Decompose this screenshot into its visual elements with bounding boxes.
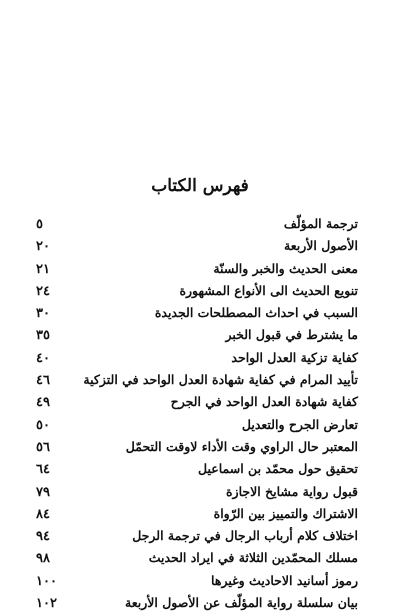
toc-entry [36, 302, 358, 324]
toc-entry [36, 436, 358, 458]
toc-entry-page-number: ٢٠ [36, 239, 50, 255]
toc-entry-title: كفاية تزكية العدل الواحد [231, 349, 358, 365]
toc-entry-page-number: ٩٤ [36, 529, 50, 545]
toc-entry-title: اختلاف كلام أرباب الرجال في ترجمة الرجل [132, 528, 358, 544]
toc-entry-title: تعارض الجرح والتعديل [241, 416, 358, 432]
toc-entry-title: الاشتراك والتمييز بين الرّواة [213, 505, 358, 521]
toc-entry [36, 481, 358, 503]
toc-entry [36, 525, 358, 547]
toc-entry-page-number: ٤٠ [36, 350, 50, 366]
toc-entry-page-number: ٧٩ [36, 484, 50, 500]
toc-entry [36, 258, 358, 280]
toc-entry-title: معنى الحديث والخبر والسنّة [213, 260, 358, 276]
toc-entry [36, 213, 358, 235]
toc-entry-title: قبول رواية مشايخ الاجازة [226, 483, 358, 499]
toc-entry-title: رموز أسانيد الاحاديث وغيرها [211, 572, 358, 588]
toc-entry-page-number: ٢١ [36, 261, 50, 277]
toc-entry-title: المعتبر حال الراوي وقت الأداء لاوقت التحمّل [125, 438, 358, 454]
page-title: فهرس الكتاب [151, 176, 249, 196]
toc-entry [36, 324, 358, 346]
toc-entry-page-number: ٣٠ [36, 306, 50, 322]
toc-entry-title: الأصول الأربعة [284, 238, 358, 254]
toc-entry [36, 570, 358, 592]
toc-entry-page-number: ٢٤ [36, 283, 50, 299]
toc-entry-page-number: ١٠٢ [36, 596, 57, 612]
toc-entry-page-number: ٤٦ [36, 373, 50, 389]
toc-entry [36, 458, 358, 480]
toc-entry [36, 414, 358, 436]
toc-entry-page-number: ٥ [36, 217, 43, 232]
toc-entry-title: ترجمة المؤلّف [283, 216, 358, 231]
toc-entry-title: تحقيق حول محمّد بن اسماعيل [198, 461, 358, 477]
toc-entry [36, 369, 358, 391]
toc-entry-page-number: ٣٥ [36, 328, 50, 344]
toc-entry [36, 235, 358, 257]
toc-entry [36, 503, 358, 525]
toc-entry-title: كفاية شهادة العدل الواحد في الجرح [170, 394, 358, 410]
toc-entry [36, 347, 358, 369]
toc-entry [36, 280, 358, 302]
toc-entry-page-number: ٦٤ [36, 462, 50, 478]
toc-entry [36, 547, 358, 569]
table-of-contents [36, 213, 358, 614]
toc-entry-title: تأييد المرام في كفاية شهادة العدل الواحد في التزكية [83, 372, 358, 388]
toc-entry [36, 391, 358, 413]
toc-entry-title: السبب في احداث المصطلحات الجديدة [154, 305, 358, 321]
toc-entry-page-number: ٥٠ [36, 417, 50, 433]
toc-entry-page-number: ١٠٠ [36, 573, 57, 589]
toc-entry-page-number: ٨٤ [36, 506, 50, 522]
toc-entry-title: مسلك المحمّدين الثلاثة في ايراد الحديث [148, 550, 358, 566]
toc-entry-title: بيان سلسلة رواية المؤلّف عن الأصول الأربعة [125, 595, 358, 611]
toc-entry-title: ما يشترط في قبول الخبر [225, 327, 358, 343]
toc-entry-page-number: ٤٩ [36, 395, 50, 411]
toc-entry-page-number: ٥٦ [36, 439, 50, 455]
toc-entry [36, 592, 358, 614]
toc-entry-page-number: ٩٨ [36, 551, 50, 567]
toc-entry-title: تنويع الحديث الى الأنواع المشهورة [179, 282, 358, 298]
